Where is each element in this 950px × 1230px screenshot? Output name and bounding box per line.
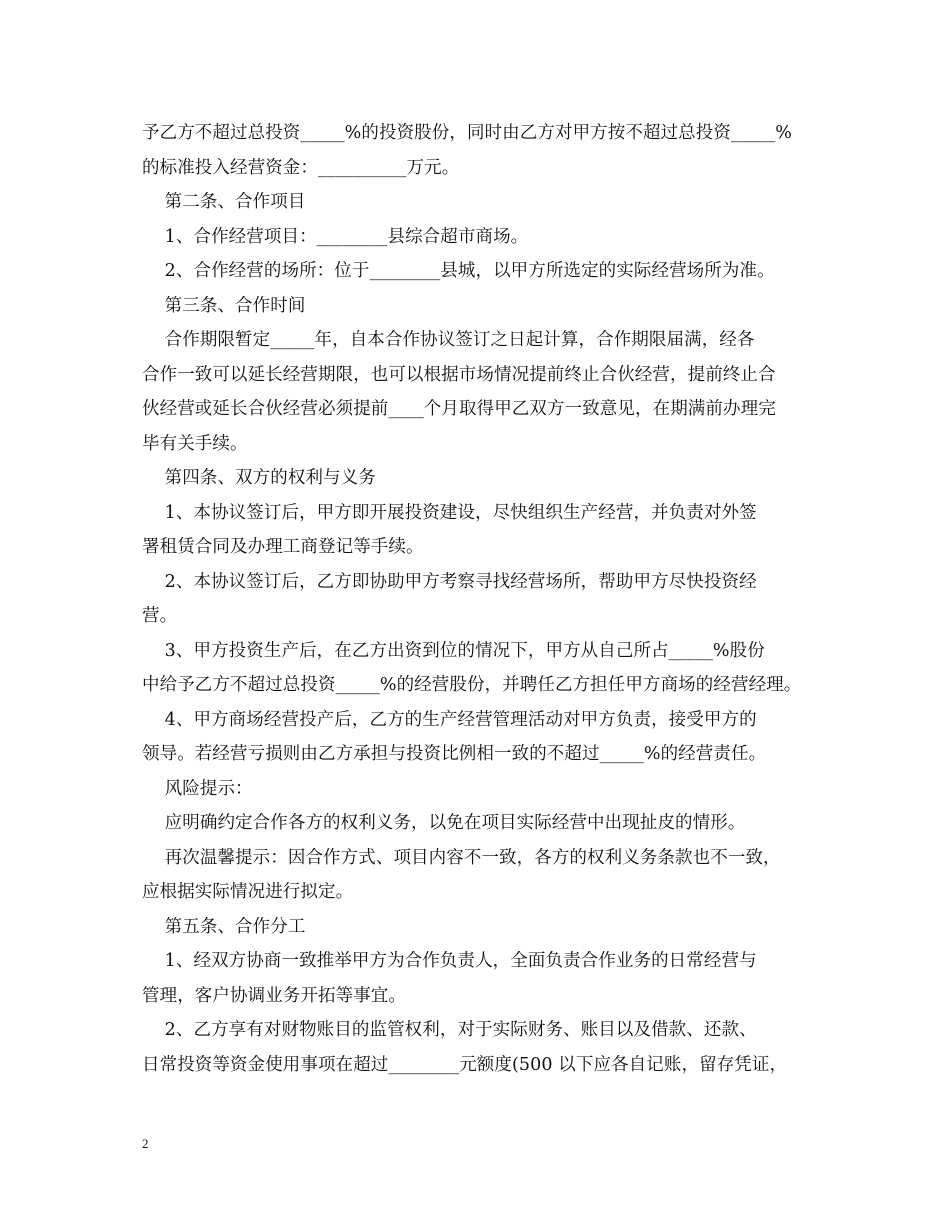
risk-tip-heading: 风险提示：: [142, 778, 253, 799]
text-line: 管理，客户协调业务开拓等事宜。: [142, 985, 406, 1006]
section-heading: 第四条、双方的权利与义务: [142, 468, 376, 488]
text-line: 2、乙方享有对财物账目的监管权利，对于实际财务、账目以及借款、还款、: [142, 1020, 757, 1040]
text-line: 1、合作经营项目：________县综合超市商场。: [142, 226, 529, 247]
document-body: [142, 116, 818, 1082]
text-line: 再次温馨提示：因合作方式、项目内容不一致，各方的权利义务条款也不一致，: [142, 847, 781, 868]
text-line: 中给予乙方不超过总投资_____%的经营股份，并聘任乙方担任甲方商场的经营经理。: [142, 675, 802, 695]
text-line: 合作期限暂定_____年，自本合作协议签订之日起计算，合作期限届满，经各: [142, 330, 755, 350]
text-line: 予乙方不超过总投资_____%的投资股份，同时由乙方对甲方按不超过总投资_____%: [142, 123, 792, 143]
page-number: 2: [142, 1136, 149, 1151]
text-line: 应明确约定合作各方的权利义务，以免在项目实际经营中出现扯皮的情形。: [142, 813, 746, 833]
text-line: 伙经营或延长合伙经营必须提前____个月取得甲乙双方一致意见，在期满前办理完: [142, 399, 776, 419]
text-line: 1、本协议签订后，甲方即开展投资建设，尽快组织生产经营，并负责对外签: [142, 502, 757, 523]
text-line: 署租赁合同及办理工商登记等手续。: [142, 537, 424, 557]
text-line: 营。: [142, 606, 178, 626]
text-line: 4、甲方商场经营投产后，乙方的生产经营管理活动对甲方负责，接受甲方的: [142, 709, 757, 730]
text-line: 应根据实际情况进行拟定。: [142, 882, 354, 902]
section-heading: 第五条、合作分工: [142, 916, 306, 937]
text-line: 的标准投入经营资金：__________万元。: [142, 157, 460, 178]
text-line: 2、本协议签订后，乙方即协助甲方考察寻找经营场所，帮助甲方尽快投资经: [142, 571, 757, 592]
text-line: 2、合作经营的场所：位于________县城，以甲方所选定的实际经营场所为准。: [142, 261, 775, 281]
section-heading: 第二条、合作项目: [142, 192, 306, 212]
text-line: 合作一致可以延长经营期限，也可以根据市场情况提前终止合伙经营，提前终止合: [142, 364, 776, 385]
text-line: 日常投资等资金使用事项在超过________元额度(500 以下应各自记账，留存凭证，: [142, 1054, 788, 1075]
text-line: 1、经双方协商一致推举甲方为合作负责人，全面负责合作业务的日常经营与: [142, 951, 757, 971]
text-line: 毕有关手续。: [142, 433, 248, 454]
text-line: 3、甲方投资生产后，在乙方出资到位的情况下，甲方从自己所占_____%股份: [142, 640, 765, 661]
section-heading: 第三条、合作时间: [142, 295, 306, 316]
text-line: 领导。若经营亏损则由乙方承担与投资比例相一致的不超过_____%的经营责任。: [142, 744, 767, 764]
